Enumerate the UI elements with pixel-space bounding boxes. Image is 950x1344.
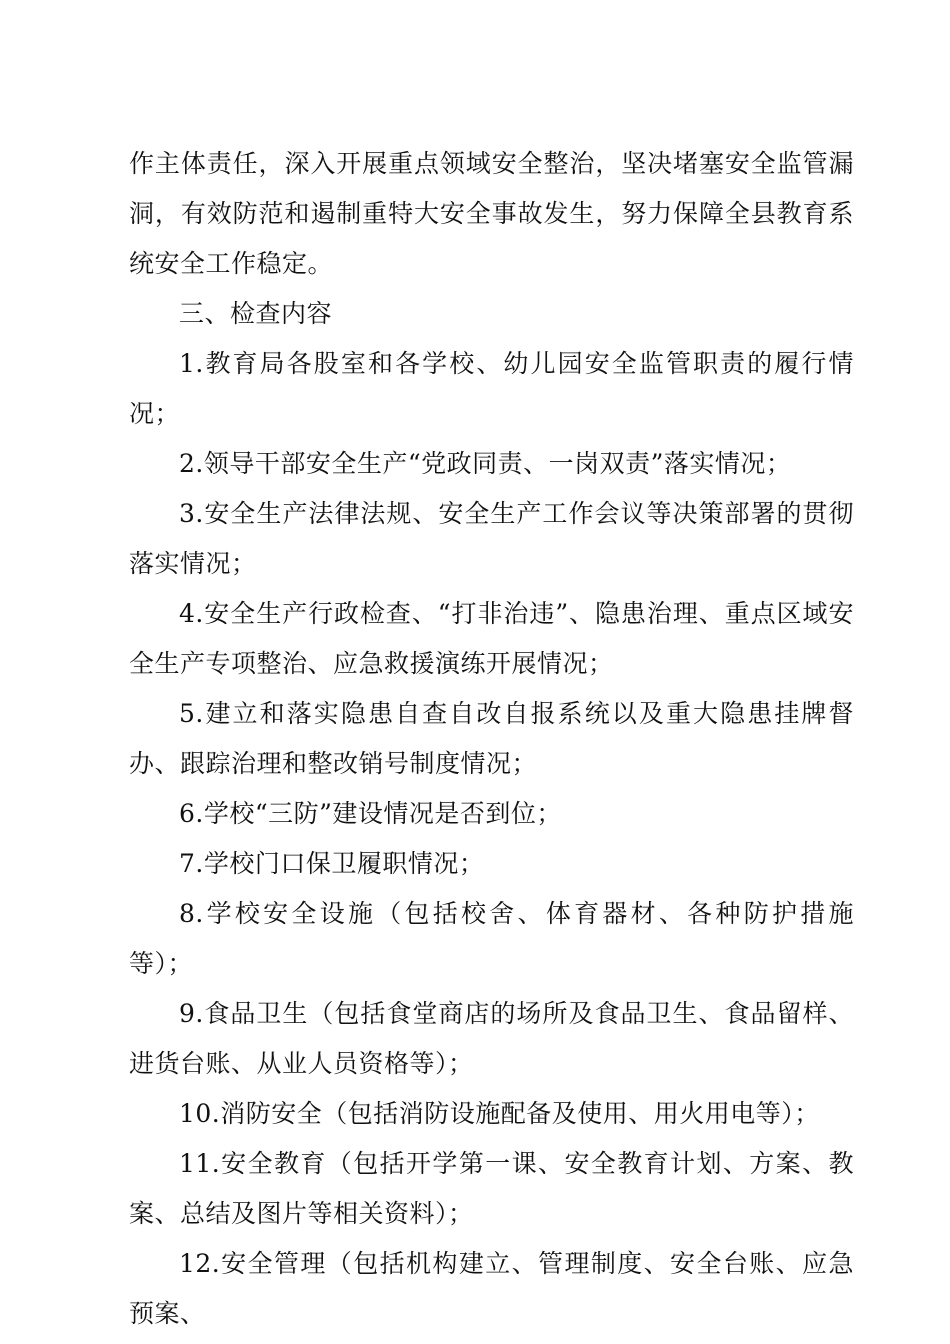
list-item: 6.学校“三防”建设情况是否到位； <box>179 799 562 828</box>
list-item: 10.消防安全（包括消防设施配备及使用、用火用电等）； <box>179 1099 820 1128</box>
list-item: 2.领导干部安全生产“党政同责、一岗双责”落实情况； <box>179 449 792 478</box>
list-item: 4.安全生产行政检查、“打非治违”、隐患治理、重点区域安全生产专项整治、应急救援演练开展情况； <box>129 599 854 678</box>
list-item: 7.学校门口保卫履职情况； <box>179 849 485 878</box>
list-item: 12.安全管理（包括机构建立、管理制度、安全台账、应急预案、 <box>129 1249 854 1328</box>
intro-paragraph: 作主体责任，深入开展重点领域安全整治，坚决堵塞安全监管漏洞，有效防范和遏制重特大安全事故发生，努力保障全县教育系统安全工作稳定。 <box>129 149 854 278</box>
list-item: 8.学校安全设施（包括校舍、体育器材、各种防护措施等）； <box>129 899 854 978</box>
list-item: 1.教育局各股室和各学校、幼儿园安全监管职责的履行情况； <box>129 349 854 428</box>
document-body <box>129 139 854 1339</box>
list-item: 9.食品卫生（包括食堂商店的场所及食品卫生、食品留样、进货台账、从业人员资格等）； <box>129 999 854 1078</box>
list-item: 11.安全教育（包括开学第一课、安全教育计划、方案、教案、总结及图片等相关资料）； <box>129 1149 854 1228</box>
section-heading: 三、检查内容 <box>179 299 333 328</box>
list-item: 5.建立和落实隐患自查自改自报系统以及重大隐患挂牌督办、跟踪治理和整改销号制度情况； <box>129 699 854 778</box>
list-item: 3.安全生产法律法规、安全生产工作会议等决策部署的贯彻落实情况； <box>129 499 854 578</box>
